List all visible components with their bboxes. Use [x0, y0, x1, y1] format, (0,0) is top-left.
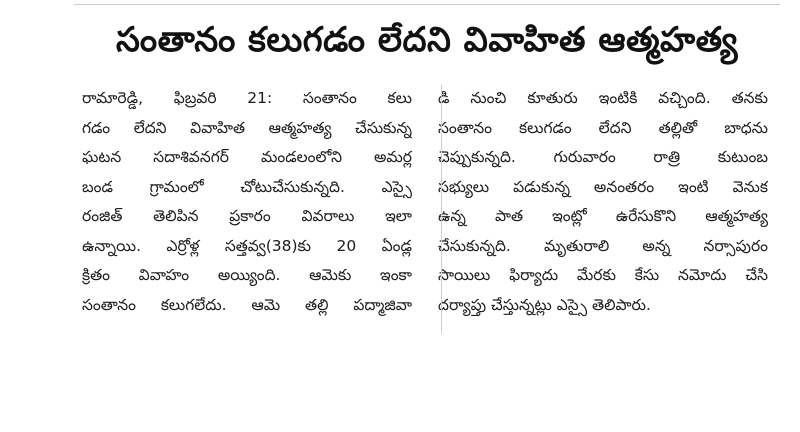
right-column	[438, 84, 768, 320]
body-line: సంతానం కలుగలేదు. ఆమె తల్లి పద్మాజివా	[82, 295, 412, 314]
body-line: డి నుంచి కూతురు ఇంటికి వచ్చింది. తనకు	[438, 89, 768, 107]
body-line: క్రితం వివాహం అయ్యింది. ఆమెకు ఇంకా	[82, 266, 412, 284]
body-line: బండ గ్రామంలో చోటుచేసుకున్నది. ఎస్సై	[82, 177, 412, 196]
body-line: దర్యాప్తు చేస్తున్నట్లు ఎస్సై తెలిపారు.	[438, 295, 651, 314]
body-line: రంజిత్ తెలిపిన ప్రకారం వివరాలు ఇలా	[82, 207, 412, 225]
body-line: సభ్యులు పడుకున్న అనంతరం ఇంటి వెనుక	[438, 177, 768, 196]
top-rule	[74, 4, 780, 5]
article-headline: సంతానం కలుగడం లేదని వివాహిత ఆత్మహత్య	[116, 20, 738, 60]
body-line: ఉన్న పాత ఇంట్లో ఉరేసుకొని ఆత్మహత్య	[438, 207, 768, 225]
body-line: సాయిలు ఫిర్యాదు మేరకు కేసు నమోదు చేసి	[438, 266, 768, 284]
article-body	[82, 84, 782, 344]
column-divider	[441, 84, 442, 334]
body-line: గడం లేదని వివాహిత ఆత్మహత్య చేసుకున్న	[82, 118, 412, 137]
body-line: ఘటన సదాశివనగర్ మండలంలోని అమర్ల	[82, 148, 412, 166]
body-line: ఉన్నాయి. ఎర్రోళ్ల సత్తవ్వ(38)కు 20 ఏండ్ల	[82, 236, 412, 255]
left-column	[82, 84, 412, 320]
body-line: చేసుకున్నది. మృతురాలి అన్న నర్సాపురం	[438, 236, 768, 255]
body-line: చెప్పుకున్నది. గురువారం రాత్రి కుటుంబ	[438, 148, 768, 166]
body-line: సంతానం కలుగడం లేదని తల్లితో బాధను	[438, 118, 768, 137]
body-line: రామారెడ్డి, ఫిబ్రవరి 21: సంతానం కలు	[82, 89, 412, 107]
